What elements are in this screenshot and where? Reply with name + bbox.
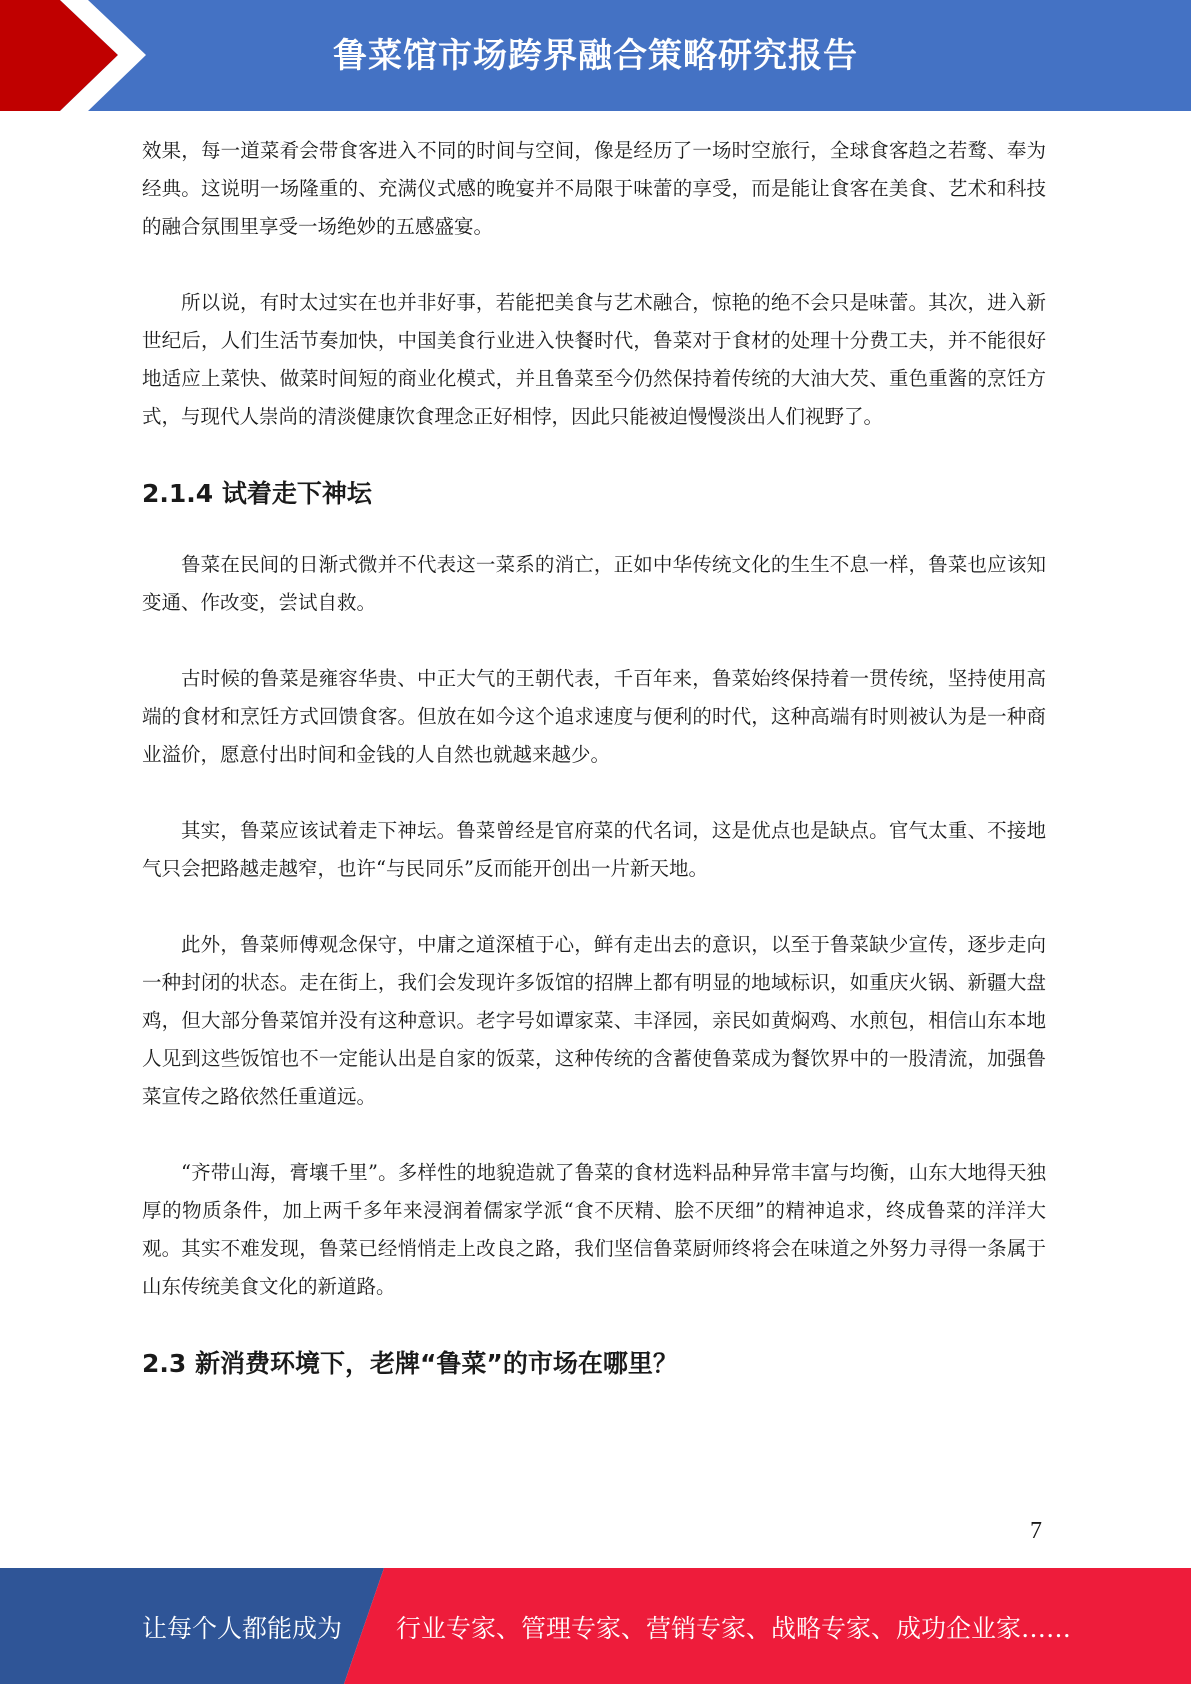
section-heading: 2.3 新消费环境下，老牌“鲁菜”的市场在哪里？ [142, 1349, 678, 1378]
report-title: 鲁菜馆市场跨界融合策略研究报告 [333, 36, 858, 76]
section-heading: 2.1.4 试着走下神坛 [142, 479, 372, 508]
body-paragraph: “齐带山海，膏壤千里”。多样性的地貌造就了鲁菜的食材选料品种异常丰富与均衡，山东大地得天独厚的物质条件，加上两千多年来浸润着儒家学派“食不厌精、脍不厌细”的精神追求，终成鲁菜的洋洋大观。其实不难发现，鲁菜已经悄悄走上改良之路，我们坚信鲁菜厨师终将会在味道之外努力寻得一条属于山东传统美食文化的新道路。 [142, 1161, 1046, 1298]
page-number: 7 [1030, 1518, 1042, 1544]
page-header [0, 0, 1191, 111]
body-paragraph: 鲁菜在民间的日渐式微并不代表这一菜系的消亡，正如中华传统文化的生生不息一样，鲁菜也应该知变通、作改变，尝试自救。 [142, 553, 1046, 614]
page-footer [0, 1568, 1191, 1684]
body-paragraph: 所以说，有时太过实在也并非好事，若能把美食与艺术融合，惊艳的绝不会只是味蕾。其次，进入新世纪后，人们生活节奏加快，中国美食行业进入快餐时代，鲁菜对于食材的处理十分费工夫，并不能很好地适应上菜快、做菜时间短的商业化模式，并且鲁菜至今仍然保持着传统的大油大芡、重色重酱的烹饪方式，与现代人崇尚的清淡健康饮食理念正好相悖，因此只能被迫慢慢淡出人们视野了。 [142, 291, 1046, 428]
document-body [142, 132, 1046, 1416]
body-paragraph: 此外，鲁菜师傅观念保守，中庸之道深植于心，鲜有走出去的意识，以至于鲁菜缺少宣传，逐步走向一种封闭的状态。走在街上，我们会发现许多饭馆的招牌上都有明显的地域标识，如重庆火锅、新疆大盘鸡，但大部分鲁菜馆并没有这种意识。老字号如谭家菜、丰泽园，亲民如黄焖鸡、水煎包，相信山东本地人见到这些饭馆也不一定能认出是自家的饭菜，这种传统的含蓄使鲁菜成为餐饮界中的一股清流，加强鲁菜宣传之路依然任重道远。 [142, 933, 1046, 1108]
footer-slogan-left: 让每个人都能成为 [142, 1614, 343, 1643]
body-paragraph: 古时候的鲁菜是雍容华贵、中正大气的王朝代表，千百年来，鲁菜始终保持着一贯传统，坚持使用高端的食材和烹饪方式回馈食客。但放在如今这个追求速度与便利的时代，这种高端有时则被认为是一种商业溢价，愿意付出时间和金钱的人自然也就越来越少。 [142, 667, 1046, 766]
footer-slogan-right: 行业专家、管理专家、营销专家、战略专家、成功企业家…… [396, 1614, 1072, 1643]
body-paragraph: 其实，鲁菜应该试着走下神坛。鲁菜曾经是官府菜的代名词，这是优点也是缺点。官气太重、不接地气只会把路越走越窄，也许“与民同乐”反而能开创出一片新天地。 [142, 819, 1046, 880]
body-paragraph: 效果，每一道菜肴会带食客进入不同的时间与空间，像是经历了一场时空旅行，全球食客趋之若鹜、奉为经典。这说明一场隆重的、充满仪式感的晚宴并不局限于味蕾的享受，而是能让食客在美食、艺术和科技的融合氛围里享受一场绝妙的五感盛宴。 [142, 139, 1046, 238]
